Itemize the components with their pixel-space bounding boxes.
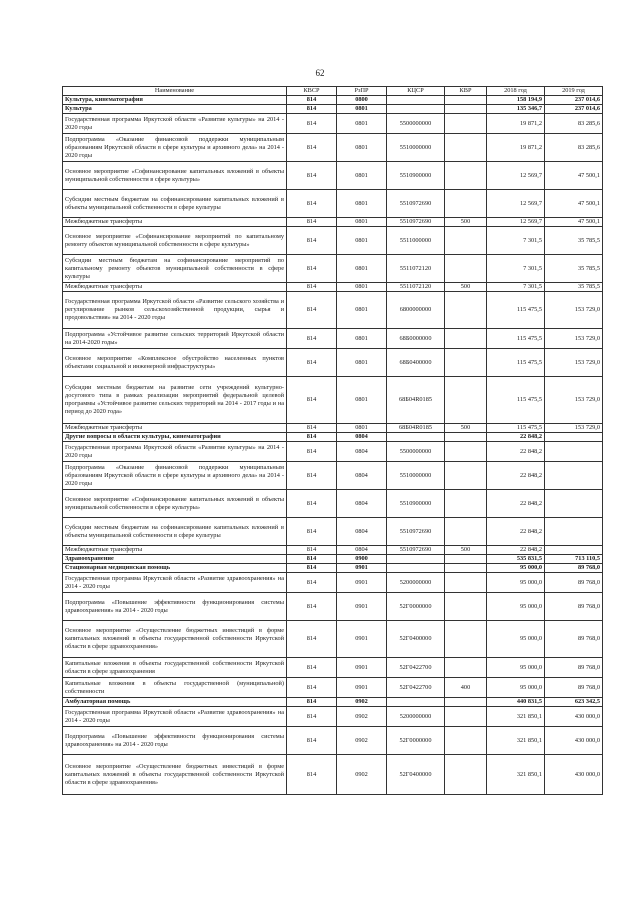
cell-kvr bbox=[445, 593, 487, 621]
cell-2019: 713 110,5 bbox=[545, 555, 603, 564]
cell-kcsr bbox=[387, 564, 445, 573]
cell-2018: 115 475,5 bbox=[487, 349, 545, 377]
cell-kvr: 500 bbox=[445, 424, 487, 433]
budget-table bbox=[62, 86, 603, 795]
cell-kcsr: 5511000000 bbox=[387, 227, 445, 255]
cell-name: Основное мероприятие «Осуществление бюджетных инвестиций в форме капитальных вложений в объекты государственной собственности Иркутской области в сфере здравоохранения» bbox=[63, 755, 287, 795]
cell-rzpr: 0801 bbox=[337, 255, 387, 283]
cell-rzpr: 0804 bbox=[337, 462, 387, 490]
cell-2018: 12 569,7 bbox=[487, 218, 545, 227]
table-row bbox=[63, 593, 603, 621]
cell-2019: 89 768,0 bbox=[545, 593, 603, 621]
cell-kvr bbox=[445, 134, 487, 162]
cell-name: Субсидии местным бюджетам на софинансирование капитальных вложений в объекты муниципальной собственности в сфере культуры bbox=[63, 518, 287, 546]
cell-kvsr: 814 bbox=[287, 424, 337, 433]
table-row bbox=[63, 96, 603, 105]
cell-kcsr: 5511072120 bbox=[387, 255, 445, 283]
cell-2019: 153 729,0 bbox=[545, 329, 603, 349]
table-row bbox=[63, 134, 603, 162]
header-2019: 2019 год bbox=[545, 87, 603, 96]
cell-kcsr: 5510972690 bbox=[387, 546, 445, 555]
table-row bbox=[63, 555, 603, 564]
cell-kvr bbox=[445, 698, 487, 707]
header-kcsr: КЦСР bbox=[387, 87, 445, 96]
cell-kcsr bbox=[387, 555, 445, 564]
cell-rzpr: 0804 bbox=[337, 490, 387, 518]
cell-kcsr: 68Б04R0185 bbox=[387, 377, 445, 424]
cell-2019 bbox=[545, 433, 603, 442]
cell-kvsr: 814 bbox=[287, 283, 337, 292]
cell-kvsr: 814 bbox=[287, 621, 337, 658]
cell-2018: 440 831,5 bbox=[487, 698, 545, 707]
cell-rzpr: 0801 bbox=[337, 424, 387, 433]
cell-2018: 22 848,2 bbox=[487, 518, 545, 546]
cell-2018: 22 848,2 bbox=[487, 433, 545, 442]
cell-name: Основное мероприятие «Комплексное обустройство населенных пунктов объектами социальной и инженерной инфраструктуры» bbox=[63, 349, 287, 377]
cell-name: Межбюджетные трансферты bbox=[63, 424, 287, 433]
cell-2019: 153 729,0 bbox=[545, 424, 603, 433]
cell-2018: 19 871,2 bbox=[487, 134, 545, 162]
cell-kvsr: 814 bbox=[287, 555, 337, 564]
cell-rzpr: 0902 bbox=[337, 698, 387, 707]
cell-name: Капитальные вложения в объекты государственной (муниципальной) собственности bbox=[63, 678, 287, 698]
cell-2019: 89 768,0 bbox=[545, 621, 603, 658]
cell-rzpr: 0902 bbox=[337, 707, 387, 727]
cell-kvsr: 814 bbox=[287, 377, 337, 424]
cell-name: Субсидии местным бюджетам на софинансирование капитальных вложений в объекты муниципальной собственности в сфере культуры bbox=[63, 190, 287, 218]
table-row bbox=[63, 424, 603, 433]
cell-2018: 95 000,0 bbox=[487, 621, 545, 658]
cell-kvr bbox=[445, 707, 487, 727]
cell-2019: 89 768,0 bbox=[545, 564, 603, 573]
table-row bbox=[63, 698, 603, 707]
cell-kvr bbox=[445, 329, 487, 349]
cell-rzpr: 0801 bbox=[337, 377, 387, 424]
cell-2018: 95 000,0 bbox=[487, 678, 545, 698]
cell-kcsr: 52Г0422700 bbox=[387, 678, 445, 698]
cell-kcsr bbox=[387, 433, 445, 442]
cell-2018: 135 346,7 bbox=[487, 105, 545, 114]
cell-kvr bbox=[445, 621, 487, 658]
table-row bbox=[63, 162, 603, 190]
cell-rzpr: 0901 bbox=[337, 621, 387, 658]
cell-kvsr: 814 bbox=[287, 96, 337, 105]
cell-2018: 115 475,5 bbox=[487, 329, 545, 349]
table-body bbox=[63, 96, 603, 795]
cell-rzpr: 0800 bbox=[337, 96, 387, 105]
cell-kvr: 500 bbox=[445, 283, 487, 292]
cell-kvr bbox=[445, 96, 487, 105]
cell-kcsr: 6800000000 bbox=[387, 292, 445, 329]
cell-rzpr: 0804 bbox=[337, 442, 387, 462]
table-row bbox=[63, 377, 603, 424]
cell-rzpr: 0801 bbox=[337, 218, 387, 227]
cell-2018: 19 871,2 bbox=[487, 114, 545, 134]
cell-kvr bbox=[445, 518, 487, 546]
table-row bbox=[63, 564, 603, 573]
cell-name: Межбюджетные трансферты bbox=[63, 546, 287, 555]
cell-2019: 430 000,0 bbox=[545, 727, 603, 755]
cell-kvsr: 814 bbox=[287, 678, 337, 698]
cell-kvsr: 814 bbox=[287, 518, 337, 546]
cell-kcsr: 68Б0400000 bbox=[387, 349, 445, 377]
cell-kvsr: 814 bbox=[287, 190, 337, 218]
cell-kcsr: 52Г0000000 bbox=[387, 593, 445, 621]
cell-kvsr: 814 bbox=[287, 105, 337, 114]
cell-kcsr: 5510972690 bbox=[387, 518, 445, 546]
cell-kvr bbox=[445, 349, 487, 377]
table-row bbox=[63, 114, 603, 134]
cell-kcsr: 52Г0000000 bbox=[387, 727, 445, 755]
cell-kcsr bbox=[387, 105, 445, 114]
table-row bbox=[63, 621, 603, 658]
table-row bbox=[63, 678, 603, 698]
cell-2019: 153 729,0 bbox=[545, 349, 603, 377]
table-row bbox=[63, 707, 603, 727]
cell-rzpr: 0901 bbox=[337, 678, 387, 698]
cell-kvr bbox=[445, 555, 487, 564]
cell-kvr bbox=[445, 573, 487, 593]
table-row bbox=[63, 462, 603, 490]
table-row bbox=[63, 546, 603, 555]
cell-2019: 237 014,6 bbox=[545, 96, 603, 105]
cell-kvr bbox=[445, 658, 487, 678]
cell-2018: 321 850,1 bbox=[487, 707, 545, 727]
header-rzpr: РзПР bbox=[337, 87, 387, 96]
cell-kvsr: 814 bbox=[287, 564, 337, 573]
cell-rzpr: 0801 bbox=[337, 105, 387, 114]
cell-kvr bbox=[445, 433, 487, 442]
table-row bbox=[63, 755, 603, 795]
cell-rzpr: 0801 bbox=[337, 114, 387, 134]
cell-kvsr: 814 bbox=[287, 255, 337, 283]
cell-kvsr: 814 bbox=[287, 593, 337, 621]
cell-kvsr: 814 bbox=[287, 727, 337, 755]
cell-name: Подпрограмма «Повышение эффективности функционирования системы здравоохранения» на 2014 - 2020 годы bbox=[63, 593, 287, 621]
cell-kvr bbox=[445, 292, 487, 329]
cell-kvsr: 814 bbox=[287, 698, 337, 707]
cell-rzpr: 0801 bbox=[337, 190, 387, 218]
cell-kvsr: 814 bbox=[287, 573, 337, 593]
table-row bbox=[63, 329, 603, 349]
cell-2019: 430 000,0 bbox=[545, 755, 603, 795]
cell-kvsr: 814 bbox=[287, 462, 337, 490]
cell-kvsr: 814 bbox=[287, 162, 337, 190]
cell-kcsr: 68Б04R0185 bbox=[387, 424, 445, 433]
cell-kvr bbox=[445, 255, 487, 283]
cell-2018: 115 475,5 bbox=[487, 292, 545, 329]
cell-2018: 12 569,7 bbox=[487, 162, 545, 190]
cell-2019 bbox=[545, 490, 603, 518]
cell-rzpr: 0901 bbox=[337, 564, 387, 573]
cell-name: Основное мероприятие «Софинансирование капитальных вложений в объекты муниципальной собственности в сфере культуры» bbox=[63, 490, 287, 518]
table-row bbox=[63, 255, 603, 283]
cell-2019: 35 785,5 bbox=[545, 283, 603, 292]
cell-kvr bbox=[445, 190, 487, 218]
cell-name: Стационарная медицинская помощь bbox=[63, 564, 287, 573]
table-row bbox=[63, 218, 603, 227]
cell-2019: 237 014,6 bbox=[545, 105, 603, 114]
header-kvr: КВР bbox=[445, 87, 487, 96]
cell-rzpr: 0804 bbox=[337, 433, 387, 442]
cell-rzpr: 0801 bbox=[337, 283, 387, 292]
cell-kvr: 400 bbox=[445, 678, 487, 698]
cell-2019 bbox=[545, 518, 603, 546]
cell-kcsr bbox=[387, 698, 445, 707]
cell-kvsr: 814 bbox=[287, 707, 337, 727]
cell-rzpr: 0801 bbox=[337, 349, 387, 377]
cell-2019: 83 285,6 bbox=[545, 114, 603, 134]
cell-2019: 47 500,1 bbox=[545, 218, 603, 227]
cell-2018: 22 848,2 bbox=[487, 546, 545, 555]
cell-2018: 115 475,5 bbox=[487, 377, 545, 424]
cell-kcsr: 5510900000 bbox=[387, 162, 445, 190]
cell-kcsr: 5500000000 bbox=[387, 442, 445, 462]
cell-kvsr: 814 bbox=[287, 227, 337, 255]
cell-kcsr: 5510972690 bbox=[387, 218, 445, 227]
cell-rzpr: 0801 bbox=[337, 329, 387, 349]
cell-2018: 12 569,7 bbox=[487, 190, 545, 218]
cell-kvr bbox=[445, 114, 487, 134]
cell-rzpr: 0804 bbox=[337, 518, 387, 546]
table-row bbox=[63, 518, 603, 546]
cell-rzpr: 0801 bbox=[337, 134, 387, 162]
cell-kvr bbox=[445, 564, 487, 573]
cell-rzpr: 0901 bbox=[337, 593, 387, 621]
table-row bbox=[63, 105, 603, 114]
cell-rzpr: 0901 bbox=[337, 573, 387, 593]
cell-name: Межбюджетные трансферты bbox=[63, 283, 287, 292]
cell-name: Основное мероприятие «Софинансирование мероприятий по капитальному ремонту объектов муниципальной собственности в сфере культуры» bbox=[63, 227, 287, 255]
cell-kcsr: 5200000000 bbox=[387, 707, 445, 727]
cell-2018: 535 831,5 bbox=[487, 555, 545, 564]
cell-2019: 47 500,1 bbox=[545, 190, 603, 218]
table-row bbox=[63, 283, 603, 292]
cell-name: Культура bbox=[63, 105, 287, 114]
cell-2018: 321 850,1 bbox=[487, 755, 545, 795]
cell-name: Субсидии местным бюджетам на развитие сети учреждений культурно-досугового типа в рамках реализации мероприятий федеральной целевой программы «Устойчивое развитие сельских территорий на 2014 - 2017 годы и на период до 2020 года» bbox=[63, 377, 287, 424]
cell-kvr bbox=[445, 462, 487, 490]
cell-name: Межбюджетные трансферты bbox=[63, 218, 287, 227]
cell-2019: 35 785,5 bbox=[545, 255, 603, 283]
cell-name: Другие вопросы в области культуры, кинематографии bbox=[63, 433, 287, 442]
page-number: 62 bbox=[315, 68, 325, 78]
table-row bbox=[63, 442, 603, 462]
cell-2019 bbox=[545, 546, 603, 555]
cell-rzpr: 0801 bbox=[337, 227, 387, 255]
header-name: Наименование bbox=[63, 87, 287, 96]
table-row bbox=[63, 490, 603, 518]
cell-name: Здравоохранение bbox=[63, 555, 287, 564]
cell-2019 bbox=[545, 442, 603, 462]
cell-rzpr: 0902 bbox=[337, 755, 387, 795]
cell-rzpr: 0804 bbox=[337, 546, 387, 555]
cell-name: Подпрограмма «Оказание финансовой поддержки муниципальным образованиям Иркутской области в сфере культуры и архивного дела» на 2014 - 2020 годы bbox=[63, 462, 287, 490]
cell-name: Подпрограмма «Устойчивое развитие сельских территорий Иркутской области на 2014-2020 годы» bbox=[63, 329, 287, 349]
table-header bbox=[63, 87, 603, 96]
cell-2018: 95 000,0 bbox=[487, 573, 545, 593]
cell-2019: 153 729,0 bbox=[545, 292, 603, 329]
cell-kvr bbox=[445, 490, 487, 518]
header-kvsr: КВСР bbox=[287, 87, 337, 96]
cell-kcsr: 52Г0400000 bbox=[387, 621, 445, 658]
cell-2018: 7 301,5 bbox=[487, 283, 545, 292]
cell-kvsr: 814 bbox=[287, 658, 337, 678]
cell-kcsr: 5500000000 bbox=[387, 114, 445, 134]
cell-2018: 22 848,2 bbox=[487, 490, 545, 518]
cell-name: Подпрограмма «Повышение эффективности функционирования системы здравоохранения» на 2014 - 2020 годы bbox=[63, 727, 287, 755]
cell-2018: 22 848,2 bbox=[487, 462, 545, 490]
cell-kcsr: 68Б0000000 bbox=[387, 329, 445, 349]
cell-kvr: 500 bbox=[445, 218, 487, 227]
cell-name: Государственная программа Иркутской области «Развитие здравоохранения» на 2014 - 2020 годы bbox=[63, 573, 287, 593]
cell-kcsr bbox=[387, 96, 445, 105]
cell-kvsr: 814 bbox=[287, 114, 337, 134]
cell-rzpr: 0901 bbox=[337, 658, 387, 678]
cell-rzpr: 0801 bbox=[337, 162, 387, 190]
cell-kcsr: 5510000000 bbox=[387, 134, 445, 162]
cell-2018: 158 194,9 bbox=[487, 96, 545, 105]
cell-kvsr: 814 bbox=[287, 292, 337, 329]
cell-2018: 7 301,5 bbox=[487, 255, 545, 283]
cell-name: Государственная программа Иркутской области «Развитие сельского хозяйства и регулирование рынков сельскохозяйственной продукции, сырья и продовольствия» на 2014 - 2020 годы bbox=[63, 292, 287, 329]
cell-rzpr: 0902 bbox=[337, 727, 387, 755]
cell-2019: 153 729,0 bbox=[545, 377, 603, 424]
cell-name: Амбулаторная помощь bbox=[63, 698, 287, 707]
cell-name: Государственная программа Иркутской области «Развитие культуры» на 2014 - 2020 годы bbox=[63, 442, 287, 462]
cell-rzpr: 0801 bbox=[337, 292, 387, 329]
cell-2018: 95 000,0 bbox=[487, 658, 545, 678]
table-row bbox=[63, 292, 603, 329]
table-row bbox=[63, 433, 603, 442]
table-row bbox=[63, 349, 603, 377]
header-2018: 2018 год bbox=[487, 87, 545, 96]
table-row bbox=[63, 190, 603, 218]
cell-kcsr: 5510000000 bbox=[387, 462, 445, 490]
cell-kcsr: 5510900000 bbox=[387, 490, 445, 518]
cell-kcsr: 5511072120 bbox=[387, 283, 445, 292]
cell-kvr: 500 bbox=[445, 546, 487, 555]
cell-2018: 115 475,5 bbox=[487, 424, 545, 433]
cell-2018: 22 848,2 bbox=[487, 442, 545, 462]
cell-kcsr: 5200000000 bbox=[387, 573, 445, 593]
cell-kvr bbox=[445, 442, 487, 462]
cell-kcsr: 5510972690 bbox=[387, 190, 445, 218]
table-row bbox=[63, 573, 603, 593]
cell-2019: 623 342,5 bbox=[545, 698, 603, 707]
cell-kvr bbox=[445, 162, 487, 190]
cell-kcsr: 52Г0422700 bbox=[387, 658, 445, 678]
cell-kvsr: 814 bbox=[287, 755, 337, 795]
cell-2018: 7 301,5 bbox=[487, 227, 545, 255]
cell-kvsr: 814 bbox=[287, 490, 337, 518]
cell-kvsr: 814 bbox=[287, 349, 337, 377]
cell-2018: 321 850,1 bbox=[487, 727, 545, 755]
table-row bbox=[63, 727, 603, 755]
cell-rzpr: 0900 bbox=[337, 555, 387, 564]
cell-2019: 35 785,5 bbox=[545, 227, 603, 255]
cell-kvr bbox=[445, 227, 487, 255]
cell-kvr bbox=[445, 727, 487, 755]
cell-kcsr: 52Г0400000 bbox=[387, 755, 445, 795]
cell-name: Субсидии местным бюджетам на софинансирование мероприятий по капитальному ремонту объектов муниципальной собственности в сфере культуры bbox=[63, 255, 287, 283]
cell-2018: 95 000,0 bbox=[487, 593, 545, 621]
cell-kvsr: 814 bbox=[287, 134, 337, 162]
cell-2018: 95 000,0 bbox=[487, 564, 545, 573]
cell-name: Культура, кинематография bbox=[63, 96, 287, 105]
cell-kvr bbox=[445, 755, 487, 795]
cell-kvsr: 814 bbox=[287, 329, 337, 349]
cell-name: Основное мероприятие «Осуществление бюджетных инвестиций в форме капитальных вложений в объекты государственной собственности Иркутской области в сфере здравоохранения» bbox=[63, 621, 287, 658]
cell-name: Подпрограмма «Оказание финансовой поддержки муниципальным образованиям Иркутской области в сфере культуры и архивного дела» на 2014 - 2020 годы bbox=[63, 134, 287, 162]
cell-kvsr: 814 bbox=[287, 442, 337, 462]
cell-2019: 83 285,6 bbox=[545, 134, 603, 162]
cell-kvsr: 814 bbox=[287, 546, 337, 555]
cell-name: Основное мероприятие «Софинансирование капитальных вложений в объекты муниципальной собственности в сфере культуры» bbox=[63, 162, 287, 190]
cell-2019 bbox=[545, 462, 603, 490]
cell-kvr bbox=[445, 377, 487, 424]
cell-2019: 89 768,0 bbox=[545, 678, 603, 698]
cell-2019: 89 768,0 bbox=[545, 658, 603, 678]
cell-kvr bbox=[445, 105, 487, 114]
table-row bbox=[63, 227, 603, 255]
cell-2019: 430 000,0 bbox=[545, 707, 603, 727]
cell-name: Капитальные вложения в объекты государственной собственности Иркутской области в сфере здравоохранения bbox=[63, 658, 287, 678]
cell-name: Государственная программа Иркутской области «Развитие культуры» на 2014 - 2020 годы bbox=[63, 114, 287, 134]
table-row bbox=[63, 658, 603, 678]
cell-name: Государственная программа Иркутской области «Развитие здравоохранения» на 2014 - 2020 годы bbox=[63, 707, 287, 727]
cell-kvsr: 814 bbox=[287, 218, 337, 227]
cell-kvsr: 814 bbox=[287, 433, 337, 442]
cell-2019: 47 500,1 bbox=[545, 162, 603, 190]
cell-2019: 89 768,0 bbox=[545, 573, 603, 593]
